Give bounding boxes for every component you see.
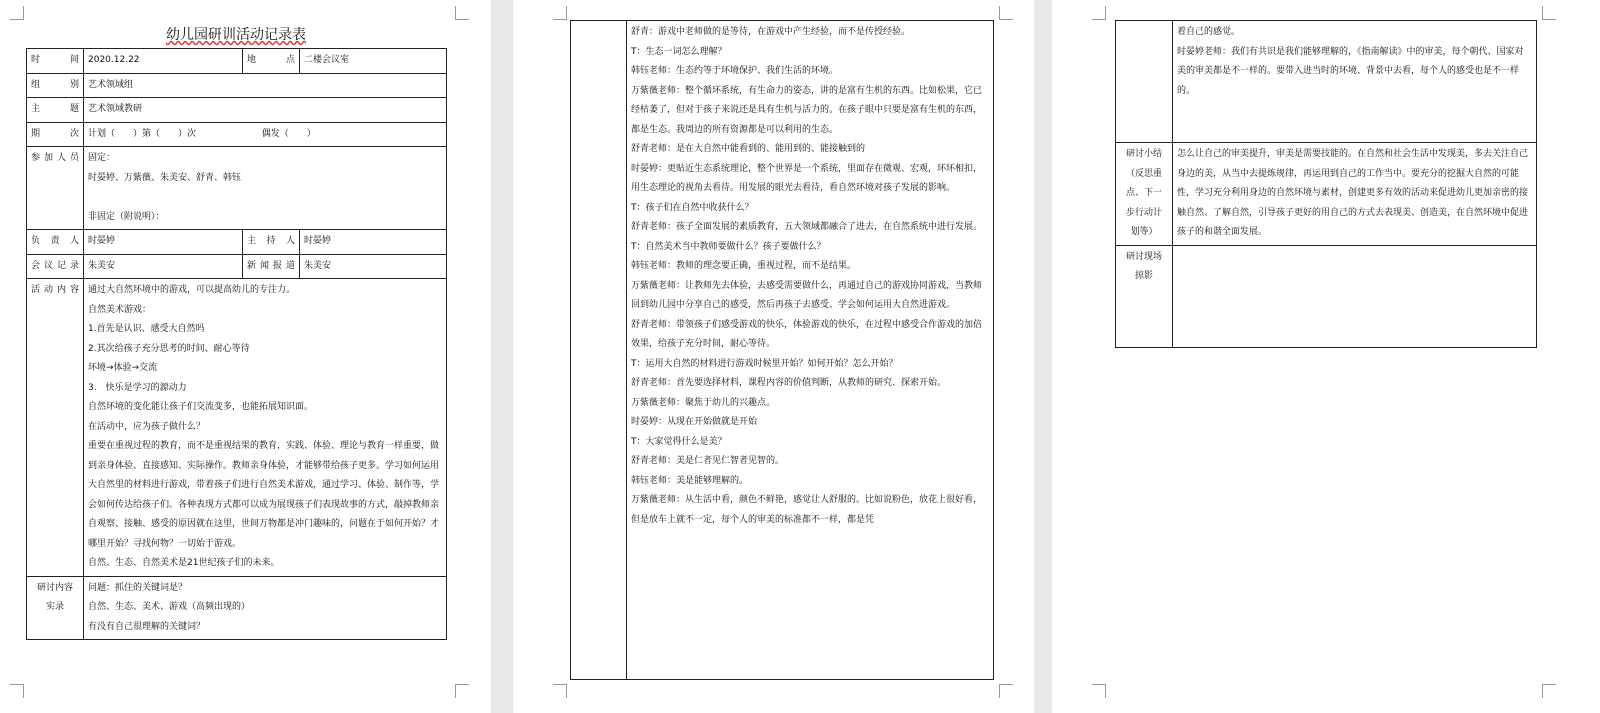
record-table-end [1115,20,1537,348]
content-line: 自然美术游戏： [88,304,152,315]
value-content[interactable] [84,279,447,577]
value-owner[interactable]: 时晏婷 [84,230,243,255]
value-period[interactable] [84,122,447,147]
content-line: 自然、生态、自然美术是21世纪孩子们的未来。 [88,558,280,568]
margin-corner-mark [10,684,24,698]
discussion-line: T：运用大自然的材料进行游戏时候里开始？如何开始？怎么开始？ [631,358,898,369]
photo-blank [1177,326,1532,346]
participants-fixed-names: 时晏婷、万紫薇、朱美安、舒青、韩钰 [88,172,242,183]
content-line: 1.首先是认识、感受大自然吗 [88,324,205,334]
title-text: 幼儿园研训活动记录表 [166,27,306,43]
discussion-line: 万紫薇老师：聚焦于幼儿的兴趣点。 [631,397,776,408]
row-theme [27,98,447,123]
row-owner [27,230,447,255]
label-owner: 负责人 [27,230,84,255]
discussion-line: 时晏婷：更贴近生态系统理论，整个世界是一个系统，里面存在微观、宏观，环环相扣，用生态理论的视角去看待。用发展的眼光去看待，看自然环境对孩子发展的影响。 [631,163,983,193]
discussion-line: 韩钰老师：美是能够理解的。 [631,475,749,486]
photo-blank [1177,248,1532,268]
document-title [26,24,446,44]
label-empty [1116,21,1173,143]
value-time[interactable]: 2020.12.22 [84,49,243,74]
label-theme: 主 题 [27,98,84,123]
discussion-line: T：大家觉得什么是美？ [631,436,727,447]
value-theme[interactable]: 艺术领域教研 [84,98,447,123]
content-line: 在活动中，应为孩子做什么？ [88,421,206,432]
record-table [26,48,447,640]
discussion-line: T：生态一词怎么理解？ [631,46,727,57]
discussion-line: 韩钰老师：生态约等于环境保护、我们生活的环境。 [631,66,839,76]
discussion-line [1177,43,1532,102]
discussion-line: T：自然美术当中教师要做什么？孩子要做什么？ [631,241,826,252]
discussion-line: 自然、生态、美术、游戏（高频出现的） [88,602,251,612]
label-minutes: 会议记录 [27,254,84,279]
label-host: 主持人 [243,230,300,255]
period-plan: 计划（ ）第（ ）次 [88,128,197,139]
label-discussion-line2: 实录 [45,602,64,612]
discussion-line: 着自己的感觉。 [1177,27,1241,37]
margin-corner-mark [553,684,567,698]
label-content: 活动内容 [27,279,84,577]
margin-corner-mark [10,6,24,20]
label-photos: 研讨现场掠影 [1116,245,1173,348]
value-participants[interactable] [84,147,447,230]
content-paragraph: 重要在重视过程的教育，而不是重视结果的教育，实践、体验、理论与教育一样重要，做到亲身体验、直接感知、实际操作。教师亲身体验，才能够带给孩子更多。学习如何运用大自然里的材料进行游戏，带着孩子们进行自然美术游戏，通过学习、体验、制作等，学会如何传达给孩子们。各种表现方式都可以成为展现孩子们表现故事的方式，敲掉教师亲自观察、接触、感受的原因就在这里，世间万物都是冲门趣味的，问题在于如何开始？才哪里开始？寻找何物？一切始于游戏。 [88,441,440,549]
discussion-line: 时晏婷：从现在开始做就是开始 [631,417,758,427]
discussion-line: 万紫薇老师：让教师先去体验，去感受需要做什么，再通过自己的游戏协同游戏，当教师回到幼儿园中分享自己的感受，然后再孩子去感受、学会如何运用大自然进游戏。 [631,280,983,310]
label-period: 期 次 [27,122,84,147]
margin-corner-mark [1542,684,1556,698]
label-place: 地 点 [243,49,300,74]
value-minutes[interactable]: 朱美安 [84,254,243,279]
row-group [27,73,447,98]
discussion-line: T：孩子们在自然中收获什么？ [631,202,754,213]
record-table-continued [570,20,994,680]
content-line: 2.其次给孩子充分思考的时间、耐心等待 [88,343,250,354]
margin-corner-mark [455,684,469,698]
discussion-line: 万紫薇老师：整个循环系统，有生命力的姿态，讲的是富有生机的东西。比如松果，它已经枯萎了，但对于孩子来说还是具有生机与活力的。在孩子眼中只要是富有生机的东西，都是生态。我周边的所有资源都是可以利用的生态。 [631,85,983,135]
label-news: 新闻报道 [243,254,300,279]
label-summary: 研讨小结（反思重点、下一步行动计划等） [1116,143,1173,246]
participants-blank [88,188,442,208]
summary-text: 怎么让自己的审美提升，审美是需要技能的。在自然和社会生活中发现美，多去关注自己身边的美，从当中去提炼规律，再运用到自己的工作当中。要充分的挖掘大自然的可能性，学习充分利用身边的自然环境与素材，创建更多有效的活动来促进幼儿更加亲密的接触自然、了解自然，引导孩子更好的用自己的方式去表现美、创造美，在自然环境中促进孩子的和谐全面发展。 [1177,149,1529,237]
content-line: 自然环境的变化能让孩子们交流变多，也能拓展知识面。 [88,402,314,412]
label-discussion-line1: 研讨内容 [36,582,73,593]
value-group[interactable]: 艺术领域组 [84,73,447,98]
discussion-line-text: 时晏婷老师：我们有共识是我们能够理解的，《指南解读》中的审美，每个朝代、国家对美的审美都是不一样的。要带入进当时的环境、背景中去看，每个人的感受也是不一样的。 [1177,46,1524,96]
value-discussion[interactable] [84,576,447,640]
row-summary [1116,143,1537,246]
discussion-line: 舒青老师：美是仁者见仁智者见智的。 [631,456,785,466]
photo-blank [1177,287,1532,307]
value-discussion-continued[interactable] [627,21,994,680]
participants-fixed-label: 固定： [88,153,116,163]
row-period [27,122,447,147]
discussion-line: 有没有自己很理解的关键词？ [88,621,206,632]
discussion-line: 舒青：游戏中老师做的是等待，在游戏中产生经验，而不是传授经验。 [631,27,911,37]
label-participants: 参加人员 [27,147,84,230]
margin-corner-mark [1092,6,1106,20]
label-discussion [27,576,84,640]
row-participants [27,147,447,230]
discussion-line: 舒青老师：孩子全面发展的素质教育，五大领域都融合了进去，在自然系统中进行发展。 [631,222,983,232]
row-discussion-continued [571,21,994,680]
margin-corner-mark [455,6,469,20]
value-summary[interactable] [1173,143,1537,246]
discussion-line: 韩钰老师：教师的理念要正确，重视过程，而不是结果。 [631,261,857,271]
period-occasional: 偶发（ ） [261,128,316,139]
participants-nonfixed: 非固定（附说明）： [88,211,165,222]
discussion-line: 舒青老师：是在大自然中能看到的、能用到的、能接触到的 [631,144,866,154]
content-line: 通过大自然环境中的游戏，可以提高幼儿的专注力。 [88,285,296,295]
row-minutes [27,254,447,279]
discussion-line: 万紫薇老师：从生活中看，颜色不鲜艳，感觉让人舒服的。比如说粉色，放花上很好看，但是放车上就不一定，每个人的审美的标准都不一样，都是凭 [631,495,983,525]
value-news[interactable]: 朱美安 [300,254,447,279]
margin-corner-mark [553,6,567,20]
row-discussion [27,576,447,640]
photo-blank [1177,306,1532,326]
label-group: 组 别 [27,73,84,98]
photo-blank [1177,267,1532,287]
discussion-blank [1177,101,1532,121]
margin-corner-mark [999,684,1013,698]
value-discussion-end[interactable] [1173,21,1537,143]
label-empty [571,21,627,680]
row-discussion-end [1116,21,1537,143]
label-time: 时 间 [27,49,84,74]
margin-corner-mark [1092,684,1106,698]
content-line: 环境→体验→交流 [88,363,158,373]
discussion-blank [1177,121,1532,141]
row-content [27,279,447,577]
value-host[interactable]: 时晏婷 [300,230,447,255]
margin-corner-mark [999,6,1013,20]
margin-corner-mark [1542,6,1556,20]
discussion-line: 舒青老师：首先要选择材料，课程内容的价值判断，从教师的研究、探索开始。 [631,378,947,388]
discussion-line: 问题：抓住的关键词是？ [88,582,188,593]
document-page-2 [513,0,1034,713]
value-photos[interactable] [1173,245,1537,348]
row-time [27,49,447,74]
row-photos [1116,245,1537,348]
content-line: 3. 快乐是学习的源动力 [88,382,187,393]
document-page-1 [0,0,491,713]
value-place[interactable]: 二楼会议室 [300,49,447,74]
discussion-line: 舒青老师：带领孩子们感受游戏的快乐，体验游戏的快乐，在过程中感受合作游戏的加倍效果，给孩子充分时间，耐心等待。 [631,319,983,349]
document-page-3 [1052,0,1600,713]
